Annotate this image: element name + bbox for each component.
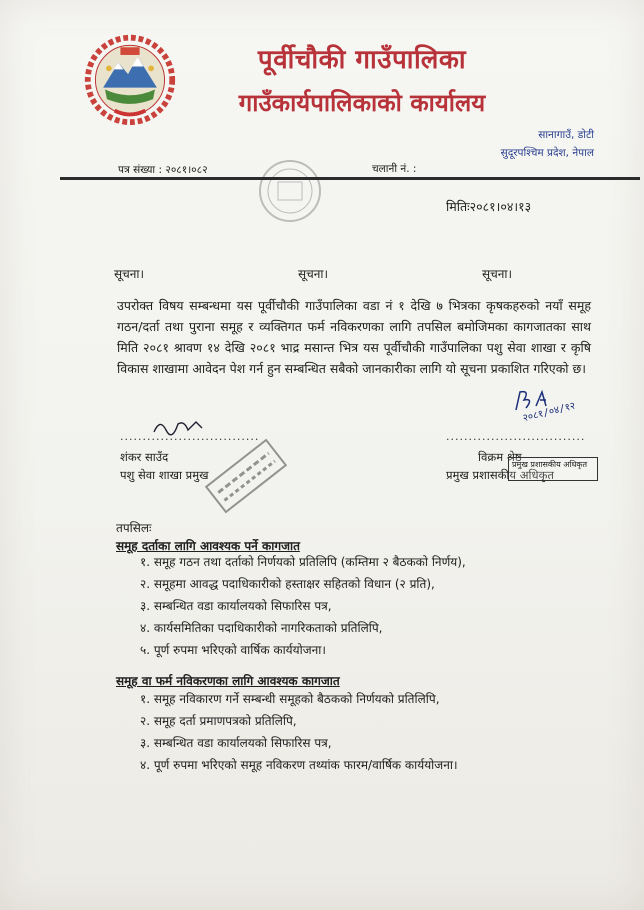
right-signatory-position: प्रमुख प्रशासकीय अधिकृत [446,468,554,482]
signature-date: २०८१/०४/१२ [521,400,577,425]
list-item: ३. सम्बन्धित वडा कार्यालयको सिफारिस पत्र, [140,736,332,750]
details-heading: तपसिलः [116,521,152,535]
list-item: २. समूहमा आवद्ध पदाधिकारीको हस्ताक्षर सहितको विधान (२ प्रति), [140,577,435,591]
list-item: ४. कार्यसमितिका पदाधिकारीको नागरिकताको प्रतिलिपि, [140,621,383,635]
address-line-2: सुदूरपश्चिम प्रदेश, नेपाल [500,147,594,159]
office-name: गाउँकार्यपालिकाको कार्यालय [238,89,486,117]
list-item: ५. पूर्ण रुपमा भरिएको वार्षिक कार्ययोजना। [140,643,326,657]
dispatch-number: चलानी नं. : [372,163,417,175]
notice-body: उपरोक्त विषय सम्बन्धमा यस पूर्वीचौकी गाउँपालिका वडा नं १ देखि ७ भित्रका कृषकहरुको नयाँ समूह गठन/दर्ता तथा पुराना समूह र व्यक्तिगत फर्म नविकरणका लागि तपसिल बमोजिमका कागजातका साथ मिति २०८१ श्रावण १४ देखि २०८१ भाद्र मसान्त भित्र यस पूर्वीचौकी गाउँपालिका पशु सेवा शाखा र कृषि विकास शाखामा आवेदन पेश गर्न हुन सम्बन्धित सबैको जानकारीका लागि यो सूचना प्रकाशित गरिएको छ। [117,298,591,376]
office-stamp-icon [240,156,340,226]
signature-line: ............................... [446,430,586,443]
section-title-registration: समूह दर्ताका लागि आवश्यक पर्ने कागजात [116,539,300,553]
municipality-name: पूर्वीचौकी गाउँपालिका [257,45,467,75]
reference-number: पत्र संख्या : २०८१।०८२ [118,164,208,176]
signature-line: ............................... [120,430,260,443]
notice-heading: सूचना। [482,267,513,281]
list-item: ३. सम्बन्धित वडा कार्यालयको सिफारिस पत्र, [140,599,332,613]
notice-heading: सूचना। [114,267,145,281]
list-item: १. समूह नविकारण गर्ने सम्बन्धी समूहको बैठकको निर्णयको प्रतिलिपि, [140,692,440,706]
header-divider [60,177,640,180]
address-line-1: सानागाउँ, डोटी [538,129,594,141]
left-signatory-position: पशु सेवा शाखा प्रमुख [120,468,209,482]
letter-date: मितिः२०८१।०४।१३ [446,199,532,214]
section-stamp-icon [196,434,296,518]
section-title-renewal: समूह वा फर्म नविकरणका लागि आवश्यक कागजात [116,674,340,688]
left-signatory-name: शंकर साउँद [120,450,169,464]
notice-heading: सूचना। [298,267,329,281]
list-item: २. समूह दर्ता प्रमाणपत्रको प्रतिलिपि, [140,714,297,728]
list-item: १. समूह गठन तथा दर्ताको निर्णयको प्रतिलिपि (कम्तिमा २ बैठकको निर्णय), [140,555,466,569]
list-item: ४. पूर्ण रुपमा भरिएको समूह नविकरण तथ्यांक फारम/वार्षिक कार्ययोजना। [140,758,458,772]
nepal-emblem-icon [82,30,178,126]
right-signatory-name: विक्रम श्रेष्ठ [478,450,522,464]
officer-stamp-box: प्रमुख प्रशासकीय अधिकृत [508,457,598,481]
